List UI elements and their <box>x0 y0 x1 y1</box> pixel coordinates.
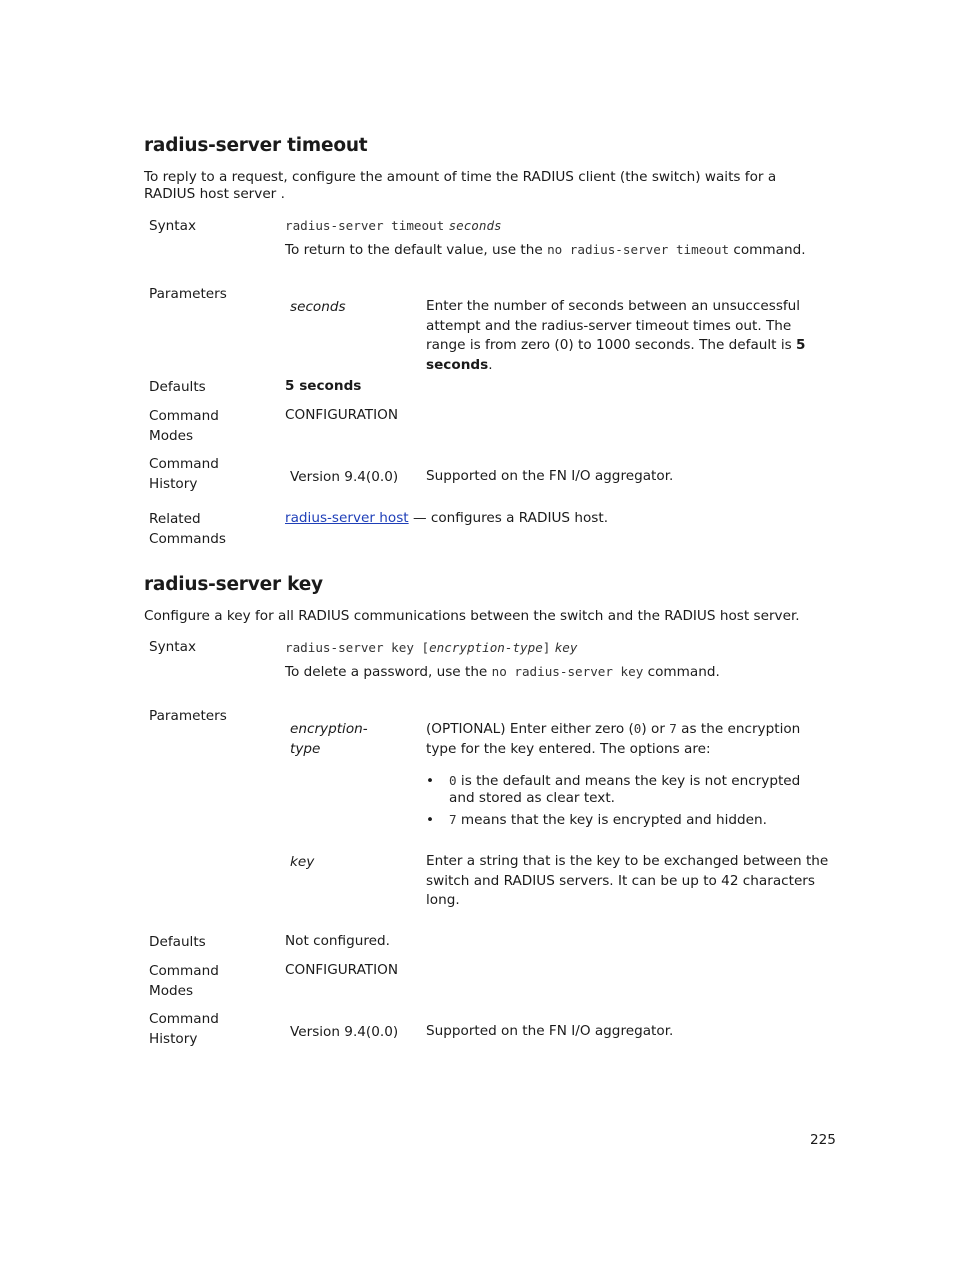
bullet-icon: • <box>426 812 435 828</box>
command-modes-label <box>149 407 279 446</box>
related-commands-value <box>285 509 845 529</box>
param-name-encryption-type <box>290 720 410 759</box>
syntax-arg: seconds <box>448 218 502 233</box>
param-desc-seconds <box>426 297 831 375</box>
syntax-note-pre: To delete a password, use the <box>285 664 488 680</box>
related-command-desc: — configures a RADIUS host. <box>412 510 609 526</box>
syntax-command <box>285 216 845 237</box>
history-description: Supported on the FN I/O aggregator. <box>426 1023 674 1039</box>
syntax-arg-key: key <box>554 640 578 655</box>
bullet-icon: • <box>426 773 435 789</box>
command-modes-label-line1: Command <box>149 408 219 424</box>
defaults-label: Defaults <box>149 934 206 950</box>
section-intro-key: Configure a key for all RADIUS communications between the switch and the RADIUS host server. <box>144 608 800 624</box>
syntax-arg-encryption-type: encryption-type <box>429 640 543 655</box>
command-history-label-line2: History <box>149 475 198 492</box>
command-modes-value: CONFIGURATION <box>285 962 398 978</box>
parameters-label: Parameters <box>149 708 227 724</box>
param-desc-post: . <box>488 356 493 373</box>
param-desc-text: Enter the number of seconds between an unsuccessful attempt and the radius-server timeout times out. The range is from zero (0) to 1000 seconds. The default is <box>426 298 801 353</box>
command-modes-value: CONFIGURATION <box>285 407 398 423</box>
command-modes-label-line2: Modes <box>149 427 194 444</box>
related-label-line2: Commands <box>149 530 226 547</box>
list-item-text <box>449 773 824 806</box>
syntax-note <box>285 662 845 683</box>
related-command-link[interactable]: radius-server host <box>285 510 409 526</box>
syntax-note-pre: To return to the default value, use the <box>285 242 543 258</box>
defaults-value: Not configured. <box>285 933 390 949</box>
syntax-label: Syntax <box>149 639 196 655</box>
syntax-label: Syntax <box>149 218 196 234</box>
history-version: Version 9.4(0.0) <box>290 1024 399 1040</box>
section-intro-timeout: To reply to a request, configure the amount of time the RADIUS client (the switch) waits for a RADIUS host server . <box>144 169 777 202</box>
list-item-desc: is the default and means the key is not encrypted and stored as clear text. <box>449 773 801 806</box>
param-desc-bold: 5 seconds <box>426 337 806 373</box>
page-number: 225 <box>810 1132 836 1148</box>
history-description: Supported on the FN I/O aggregator. <box>426 468 674 484</box>
param-name-key: key <box>290 854 315 870</box>
command-history-label-line1: Command <box>149 456 219 472</box>
defaults-value: 5 seconds <box>285 378 362 394</box>
syntax-cmd-close: ] <box>542 640 551 655</box>
param-name-line1: encryption- <box>290 721 368 737</box>
command-history-label-line1: Command <box>149 1011 219 1027</box>
command-modes-label <box>149 962 279 1001</box>
list-item-text <box>449 812 824 829</box>
related-commands-label <box>149 510 279 549</box>
syntax-note-cmd: no radius-server key <box>491 664 644 679</box>
param-desc-part-b: ) or <box>641 721 665 737</box>
related-label-line1: Related <box>149 511 201 527</box>
syntax-command <box>285 638 845 659</box>
list-item-code: 7 <box>449 812 457 827</box>
syntax-note <box>285 240 845 261</box>
param-desc-encryption-type <box>426 719 831 759</box>
section-title-timeout: radius-server timeout <box>144 135 368 156</box>
command-history-label-line2: History <box>149 1030 198 1047</box>
param-desc-key: Enter a string that is the key to be exchanged between the switch and RADIUS servers. It can be up to 42 characters long. <box>426 853 829 908</box>
param-desc-part-c: as the encryption type for the key entered. The options are: <box>426 721 801 757</box>
param-name-seconds: seconds <box>290 299 346 315</box>
syntax-note-cmd: no radius-server timeout <box>547 242 730 257</box>
command-modes-label-line1: Command <box>149 963 219 979</box>
history-version: Version 9.4(0.0) <box>290 469 399 485</box>
param-desc-part-a: (OPTIONAL) Enter either zero ( <box>426 721 634 737</box>
syntax-note-post: command. <box>733 242 806 258</box>
syntax-cmd: radius-server key [ <box>285 640 430 655</box>
list-item-desc: means that the key is encrypted and hidden. <box>460 812 767 828</box>
param-name-line2: type <box>290 740 321 757</box>
defaults-label: Defaults <box>149 379 206 395</box>
command-history-label <box>149 1010 279 1049</box>
list-item-code: 0 <box>449 773 457 788</box>
syntax-note-post: command. <box>647 664 720 680</box>
section-title-key: radius-server key <box>144 574 323 595</box>
syntax-cmd: radius-server timeout <box>285 218 445 233</box>
param-code-seven: 7 <box>669 721 677 736</box>
command-modes-label-line2: Modes <box>149 982 194 999</box>
param-code-zero: 0 <box>633 721 642 736</box>
parameters-label: Parameters <box>149 286 227 302</box>
command-history-label <box>149 455 279 494</box>
